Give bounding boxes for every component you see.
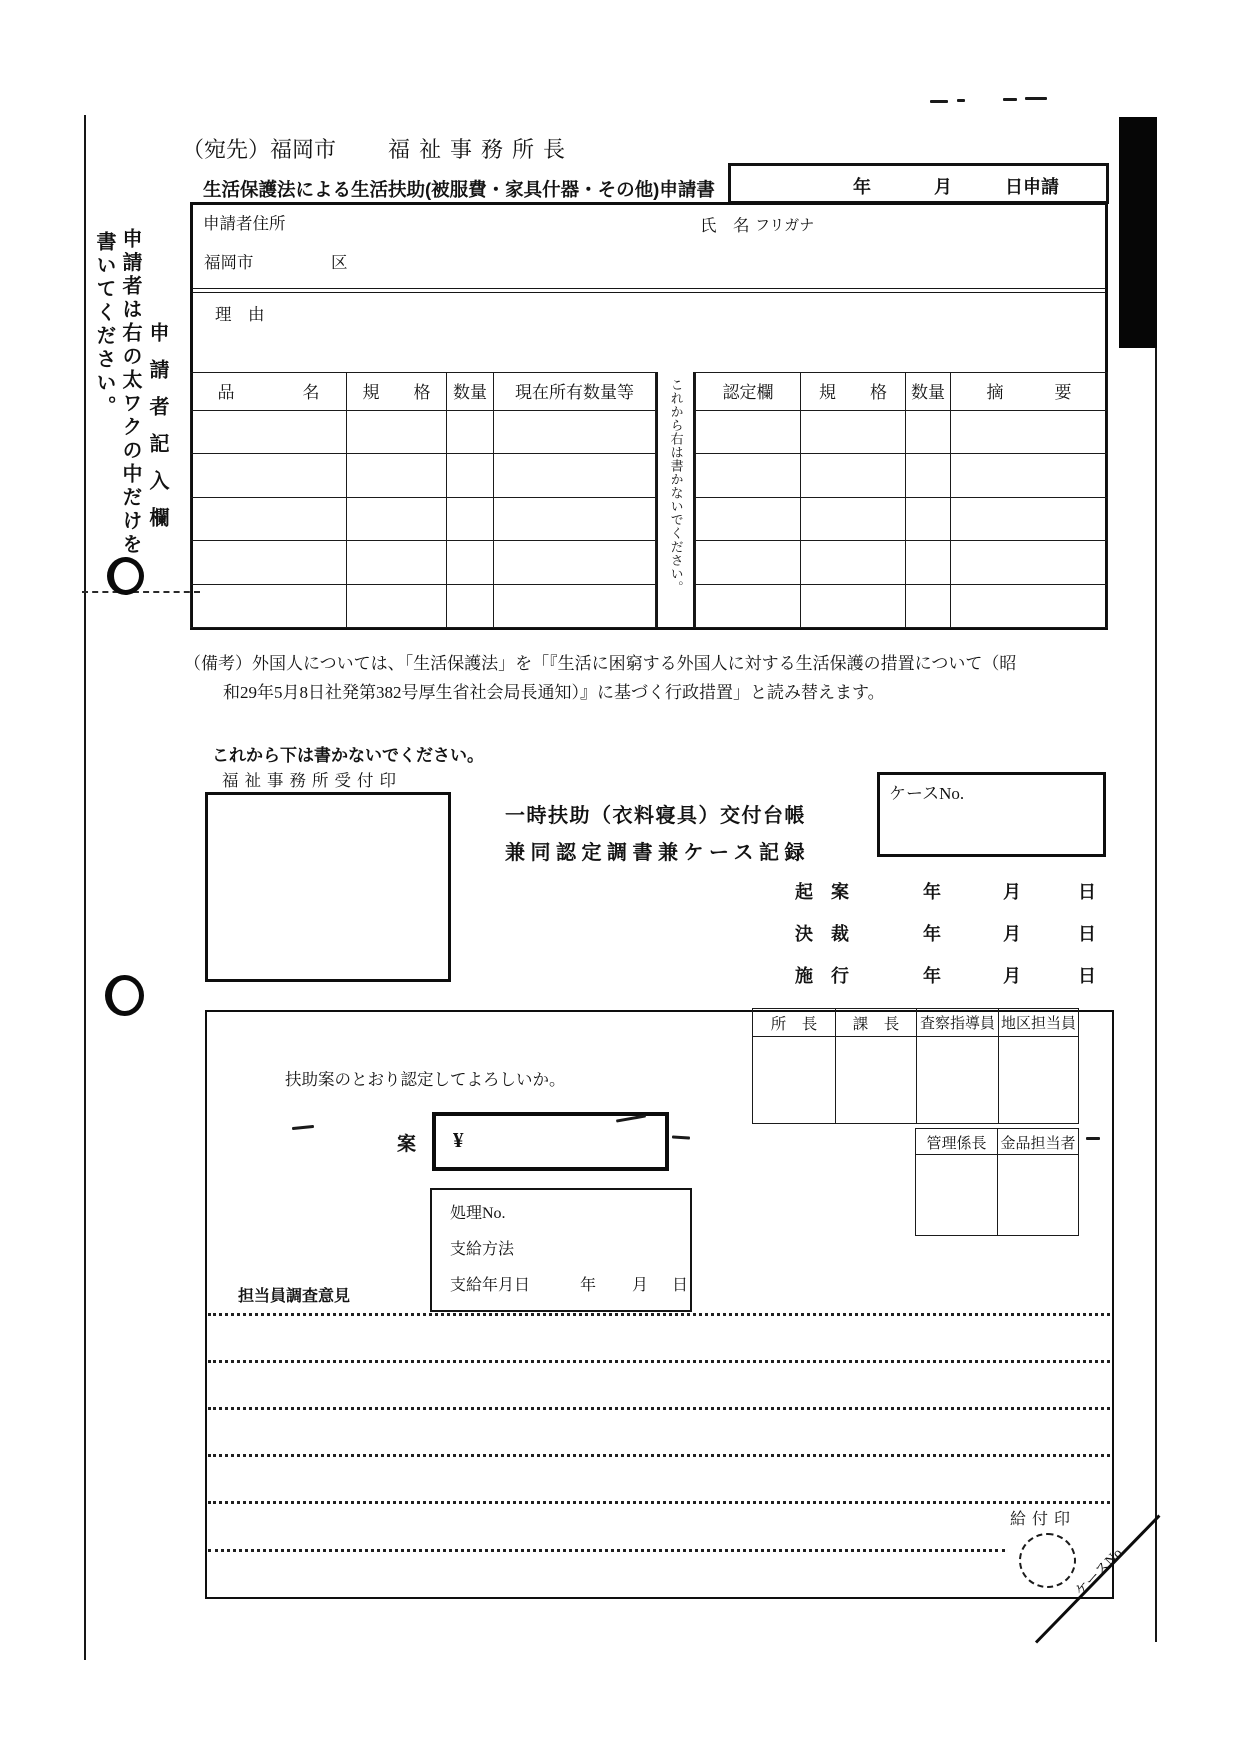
item-cell xyxy=(494,541,656,584)
dotted-line xyxy=(208,1313,1110,1316)
item-cell xyxy=(906,454,951,497)
receipt-stamp-box xyxy=(205,792,451,982)
processing-box xyxy=(430,1188,692,1312)
draft-date-row xyxy=(795,878,1095,906)
item-cell xyxy=(494,411,656,454)
scan-black-bar xyxy=(1119,117,1157,348)
item-cell xyxy=(191,454,347,497)
col-header-spec: 規 格 xyxy=(347,373,447,411)
page-left-border xyxy=(84,115,86,1660)
yen-symbol: ¥ xyxy=(453,1128,464,1152)
signoff-header-district-officer: 地区担当員 xyxy=(999,1009,1079,1037)
margin-entry-column-label: 申請者記入欄 xyxy=(146,322,168,544)
date-day-apply-label: 日申請 xyxy=(1005,177,1059,197)
scan-dash xyxy=(930,100,948,103)
item-cell xyxy=(347,541,447,584)
city-label: 福岡市 xyxy=(204,253,254,272)
date-month-label: 月 xyxy=(934,177,952,197)
processing-no-label: 処理No. xyxy=(450,1205,506,1222)
item-cell xyxy=(951,454,1108,497)
items-divider-strip xyxy=(656,372,695,628)
scan-dash xyxy=(1086,1137,1100,1140)
year-label: 年 xyxy=(923,882,941,902)
item-cell xyxy=(951,497,1108,540)
enforce-date-row xyxy=(795,962,1095,990)
draft-label: 起 案 xyxy=(795,882,849,902)
name-label: 氏 名 xyxy=(700,216,750,235)
plan-amount-box xyxy=(432,1112,669,1171)
item-cell xyxy=(347,584,447,627)
item-cell xyxy=(191,497,347,540)
furigana-label: フリガナ xyxy=(755,218,815,234)
item-cell xyxy=(696,497,801,540)
divider-note: これから右は書かないでください。 xyxy=(668,378,684,594)
scan-dash xyxy=(957,99,965,102)
signoff-table-1 xyxy=(752,1008,1079,1124)
decision-question: 扶助案のとおり認定してよろしいか。 xyxy=(285,1070,566,1089)
item-cell xyxy=(494,497,656,540)
item-cell xyxy=(801,497,906,540)
dotted-line xyxy=(208,1454,1110,1457)
punch-hole xyxy=(105,975,144,1016)
signoff-cell xyxy=(999,1037,1079,1124)
dotted-line xyxy=(208,1360,1110,1363)
addressee-prefix: （宛先）福岡市 xyxy=(182,137,337,162)
item-cell xyxy=(801,454,906,497)
item-cell xyxy=(801,411,906,454)
item-cell xyxy=(347,454,447,497)
col-header-qty: 数量 xyxy=(447,373,494,411)
item-cell xyxy=(696,584,801,627)
item-cell xyxy=(347,411,447,454)
item-cell xyxy=(447,584,494,627)
receipt-stamp-label: 福祉事務所受付印 xyxy=(222,771,402,790)
signoff-cell xyxy=(998,1155,1079,1236)
payment-date-label: 支給年月日 xyxy=(450,1277,531,1294)
day-label: 日 xyxy=(1078,966,1096,986)
day-label: 日 xyxy=(672,1277,689,1294)
signoff-cell xyxy=(753,1037,836,1124)
month-label: 月 xyxy=(1003,966,1021,986)
col-header-summary: 摘 要 xyxy=(951,373,1108,411)
month-label: 月 xyxy=(1003,924,1021,944)
item-cell xyxy=(906,541,951,584)
item-cell xyxy=(801,584,906,627)
item-cell xyxy=(696,411,801,454)
signoff-cell xyxy=(917,1037,999,1124)
remark-line2: 和29年5月8日社発第382号厚生省社会局長通知）』に基づく行政措置」と読み替えます。 xyxy=(223,683,885,702)
corner-case-no-label: ケースNo. xyxy=(1072,1542,1129,1601)
form-title: 生活保護法による生活扶助(被服費・家具什器・その他)申請書 xyxy=(203,179,715,200)
item-cell xyxy=(801,541,906,584)
scan-dash xyxy=(1003,98,1017,101)
item-cell xyxy=(906,497,951,540)
day-label: 日 xyxy=(1078,924,1096,944)
ledger-title-line1: 一時扶助（衣料寝具）交付台帳 xyxy=(505,805,806,827)
item-cell xyxy=(447,497,494,540)
signoff-header-section-chief: 課 長 xyxy=(836,1009,917,1037)
margin-instruction-line2: 書いてください。 xyxy=(93,231,115,419)
year-label: 年 xyxy=(923,924,941,944)
day-label: 日 xyxy=(1078,882,1096,902)
ward-label: 区 xyxy=(331,253,348,272)
month-label: 月 xyxy=(632,1277,649,1294)
item-cell xyxy=(906,411,951,454)
item-cell xyxy=(347,497,447,540)
item-cell xyxy=(951,541,1108,584)
item-cell xyxy=(191,541,347,584)
date-year-label: 年 xyxy=(853,177,871,197)
col-header-certify: 認定欄 xyxy=(696,373,801,411)
no-write-below-note: これから下は書かないでください。 xyxy=(212,746,484,765)
col-header-owned-qty: 現在所有数量等 xyxy=(494,373,656,411)
addressee-line xyxy=(182,133,574,164)
signoff-header-inspector: 査察指導員 xyxy=(917,1009,999,1037)
payment-stamp-label: 給付印 xyxy=(1010,1511,1077,1528)
item-cell xyxy=(696,454,801,497)
margin-instruction-line1: 申請者は右の太ワクの中だけを xyxy=(119,228,141,557)
signoff-cell xyxy=(836,1037,917,1124)
item-cell xyxy=(494,584,656,627)
item-cell xyxy=(494,454,656,497)
address-reason-divider xyxy=(192,288,1106,293)
item-cell xyxy=(191,411,347,454)
item-cell xyxy=(191,584,347,627)
approval-label: 決 裁 xyxy=(795,924,849,944)
item-cell xyxy=(951,584,1108,627)
staff-opinion-label: 担当員調査意見 xyxy=(238,1288,351,1305)
items-table-right xyxy=(695,372,1108,628)
col-header-qty2: 数量 xyxy=(906,373,951,411)
applicant-address-label: 申請者住所 xyxy=(203,214,286,233)
signoff-header-admin-chief: 管理係長 xyxy=(916,1129,998,1155)
signoff-table-2 xyxy=(915,1128,1079,1236)
item-cell xyxy=(951,411,1108,454)
signoff-cell xyxy=(916,1155,998,1236)
payment-method-label: 支給方法 xyxy=(450,1241,515,1258)
month-label: 月 xyxy=(1003,882,1021,902)
dotted-line xyxy=(208,1501,1110,1504)
item-cell xyxy=(447,541,494,584)
item-cell xyxy=(906,584,951,627)
remark-line1: （備考）外国人については、「生活保護法」を「『生活に困窮する外国人に対する生活保護の措置について（昭 xyxy=(184,654,1017,673)
dotted-line xyxy=(208,1407,1110,1410)
item-cell xyxy=(447,411,494,454)
item-cell xyxy=(696,541,801,584)
addressee-office-head: 福祉事務所長 xyxy=(388,137,575,162)
approval-date-row xyxy=(795,920,1095,948)
scan-dash xyxy=(1025,97,1047,100)
ledger-title-line2: 兼同認定調書兼ケース記録 xyxy=(505,842,810,864)
case-no-box xyxy=(877,772,1106,857)
punch-hole xyxy=(107,557,144,595)
enforce-label: 施 行 xyxy=(795,966,849,986)
case-no-label: ケースNo. xyxy=(889,784,965,803)
item-cell xyxy=(447,454,494,497)
year-label: 年 xyxy=(923,966,941,986)
plan-label: 案 xyxy=(397,1134,417,1155)
signoff-header-director: 所 長 xyxy=(753,1009,836,1037)
col-header-spec2: 規 格 xyxy=(801,373,906,411)
fold-dash-line xyxy=(82,591,200,593)
payment-stamp-circle xyxy=(1019,1533,1076,1588)
year-label: 年 xyxy=(580,1277,597,1294)
reason-label: 理 由 xyxy=(215,305,265,324)
col-header-item-name: 品 名 xyxy=(191,373,347,411)
signoff-header-goods-officer: 金品担当者 xyxy=(998,1129,1079,1155)
application-date-box xyxy=(728,163,1109,204)
items-table-left xyxy=(190,372,656,628)
dotted-line xyxy=(208,1549,1005,1552)
